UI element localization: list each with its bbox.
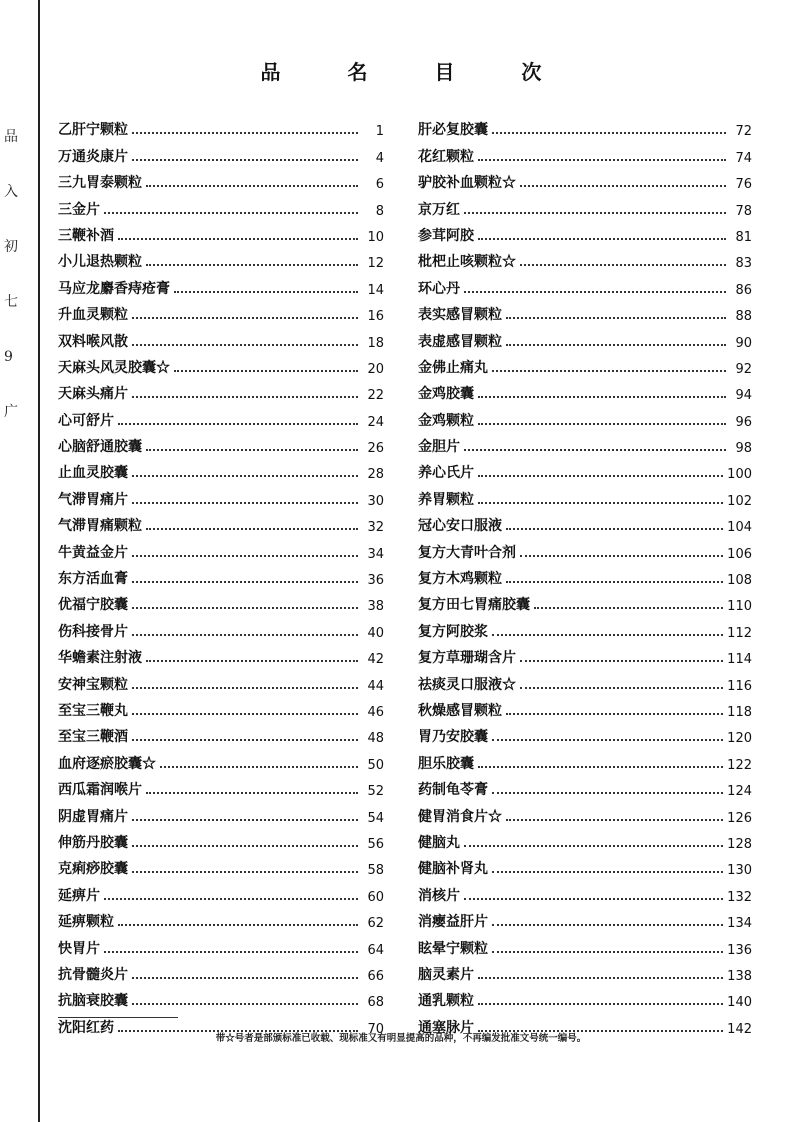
toc-leader-dots [132,132,358,134]
toc-entry-page: 62 [367,916,384,932]
toc-leader-dots [478,977,723,979]
toc-entry-page: 106 [727,546,752,562]
toc-entry-name: 克痢痧胶囊 [58,861,128,878]
toc-entry [58,852,384,878]
toc-leader-dots [174,370,358,372]
toc-entry [58,113,384,139]
toc-leader-dots [132,739,358,741]
toc-entry [418,430,752,456]
toc-entry [418,641,752,667]
toc-entry [418,113,752,139]
toc-entry-page: 8 [375,203,384,219]
toc-entry-page: 68 [367,995,384,1011]
toc-leader-dots [132,502,358,504]
toc-entry-name: 胆乐胶囊 [418,755,474,772]
toc-entry-name: 复方木鸡颗粒 [418,571,502,588]
toc-entry-name: 阴虚胃痛片 [58,808,128,825]
footnote: 带☆号者是部颁标准已收载、现标准又有明显提高的品种，不再编发批准文号统一编号。 [215,1033,587,1044]
toc-entry-name: 京万红 [418,201,460,218]
toc-entry-page: 130 [727,863,752,879]
toc-entry [418,720,752,746]
toc-entry-name: 万通炎康片 [58,148,128,165]
toc-entry-name: 健脑丸 [418,834,460,851]
toc-entry [418,139,752,165]
toc-entry-page: 88 [735,309,752,325]
toc-leader-dots [118,423,358,425]
toc-entry [418,351,752,377]
toc-entry-page: 132 [727,889,752,905]
toc-entry-name: 金鸡颗粒 [418,412,474,429]
toc-entry-page: 20 [367,361,384,377]
toc-leader-dots [520,555,723,557]
toc-entry-page: 50 [367,757,384,773]
toc-entry-page: 24 [367,414,384,430]
toc-entry [58,166,384,192]
toc-leader-dots [132,1003,358,1005]
toc-entry-name: 通乳颗粒 [418,993,474,1010]
toc-entry-name: 抗骨髓炎片 [58,966,128,983]
toc-entry [58,878,384,904]
toc-leader-dots [146,528,358,530]
toc-leader-dots [464,845,723,847]
toc-entry-page: 90 [735,335,752,351]
toc-leader-dots [160,766,358,768]
toc-entry-page: 30 [367,493,384,509]
toc-entry-name: 沈阳红药 [58,1019,114,1036]
toc-entry-page: 98 [735,441,752,457]
toc-entry-name: 枇杷止咳颗粒☆ [418,254,516,271]
toc-entry [58,139,384,165]
toc-entry [418,773,752,799]
toc-leader-dots [132,871,358,873]
toc-leader-dots [492,132,726,134]
toc-leader-dots [132,159,358,161]
toc-entry [418,192,752,218]
toc-entry-name: 养胃颗粒 [418,491,474,508]
toc-entry-page: 54 [367,810,384,826]
toc-entry-page: 96 [735,414,752,430]
toc-entry-page: 42 [367,652,384,668]
toc-leader-dots [520,687,723,689]
toc-entry-name: 西瓜霜润喉片 [58,782,142,799]
toc-entry-name: 金佛止痛丸 [418,359,488,376]
toc-entry-name: 环心丹 [418,280,460,297]
toc-entry [418,166,752,192]
toc-entry [418,667,752,693]
toc-entry-name: 安神宝颗粒 [58,676,128,693]
toc-entry-name: 药制龟苓膏 [418,782,488,799]
toc-entry [58,799,384,825]
toc-entry-name: 通塞脉片 [418,1019,474,1036]
toc-entry-page: 110 [727,599,752,615]
margin-char: 七 [4,294,18,310]
toc-entry [418,456,752,482]
toc-leader-dots [132,581,358,583]
toc-entry [58,351,384,377]
toc-entry-name: 伤科接骨片 [58,623,128,640]
toc-entry [58,377,384,403]
toc-entry-page: 128 [727,836,752,852]
toc-entry [58,192,384,218]
toc-leader-dots [118,924,358,926]
toc-leader-dots [174,291,358,293]
toc-leader-dots [132,317,358,319]
page-binding-edge [38,0,40,1122]
toc-entry-name: 眩晕宁颗粒 [418,940,488,957]
toc-entry-page: 32 [367,520,384,536]
toc-leader-dots [478,475,723,477]
toc-entry [58,403,384,429]
toc-entry-page: 108 [727,573,752,589]
toc-leader-dots [132,687,358,689]
toc-entry [418,931,752,957]
toc-entry [418,799,752,825]
toc-entry [418,905,752,931]
toc-entry-page: 92 [735,361,752,377]
toc-entry-page: 120 [727,731,752,747]
toc-leader-dots [464,898,723,900]
toc-entry [418,271,752,297]
toc-entry [58,482,384,508]
toc-leader-dots [146,792,358,794]
toc-entry-name: 至宝三鞭酒 [58,729,128,746]
toc-entry-name: 复方阿胶浆 [418,623,488,640]
toc-left-column [58,113,384,1037]
toc-entry-page: 102 [727,493,752,509]
toc-leader-dots [104,212,358,214]
toc-entry-name: 健脑补肾丸 [418,861,488,878]
toc-entry-page: 40 [367,625,384,641]
page-title: 品 名 目 次 [260,60,572,84]
toc-entry-name: 延痹片 [58,887,100,904]
toc-entry-name: 止血灵胶囊 [58,465,128,482]
toc-entry-page: 4 [375,150,384,166]
toc-leader-dots [506,819,723,821]
toc-leader-dots [534,607,723,609]
toc-entry [418,509,752,535]
toc-entry-page: 78 [735,203,752,219]
toc-entry [418,852,752,878]
toc-leader-dots [506,581,723,583]
toc-entry-page: 10 [367,229,384,245]
toc-entry-page: 6 [375,177,384,193]
toc-entry-name: 三九胃泰颗粒 [58,175,142,192]
toc-entry-name: 升血灵颗粒 [58,307,128,324]
toc-leader-dots [132,555,358,557]
toc-entry [58,931,384,957]
margin-char: 品 [4,129,18,145]
toc-entry-page: 74 [735,150,752,166]
toc-entry [418,535,752,561]
toc-entry-page: 142 [727,1021,752,1037]
toc-entry [58,588,384,614]
toc-entry [418,219,752,245]
margin-char: 初 [4,239,18,255]
toc-entry-page: 114 [727,652,752,668]
toc-entry-page: 94 [735,388,752,404]
toc-leader-dots [132,845,358,847]
toc-entry-page: 46 [367,704,384,720]
toc-leader-dots [464,449,726,451]
toc-leader-dots [132,344,358,346]
toc-entry-page: 140 [727,995,752,1011]
toc-leader-dots [520,264,726,266]
toc-entry [418,614,752,640]
toc-leader-dots [118,238,358,240]
toc-entry-name: 延痹颗粒 [58,914,114,931]
toc-entry [58,720,384,746]
toc-leader-dots [492,792,723,794]
toc-leader-dots [132,819,358,821]
toc-entry-name: 华蟾素注射液 [58,650,142,667]
toc-leader-dots [478,423,726,425]
toc-entry [58,219,384,245]
toc-right-column [418,113,752,1037]
toc-entry [58,694,384,720]
toc-entry-page: 14 [367,282,384,298]
toc-entry-page: 86 [735,282,752,298]
toc-entry [418,984,752,1010]
toc-entry-name: 至宝三鞭丸 [58,702,128,719]
toc-entry [418,958,752,984]
toc-entry-name: 快胃片 [58,940,100,957]
toc-entry [418,826,752,852]
toc-entry-page: 118 [727,704,752,720]
toc-entry-page: 38 [367,599,384,615]
toc-entry-page: 56 [367,836,384,852]
toc-leader-dots [132,475,358,477]
toc-entry [58,430,384,456]
toc-entry [418,482,752,508]
toc-entry [418,298,752,324]
toc-entry-name: 表实感冒颗粒 [418,307,502,324]
toc-entry [58,456,384,482]
toc-entry-page: 116 [727,678,752,694]
toc-leader-dots [492,634,723,636]
toc-entry-name: 肝必复胶囊 [418,122,488,139]
toc-entry-name: 气滞胃痛片 [58,491,128,508]
toc-entry [58,826,384,852]
toc-leader-dots [464,212,726,214]
toc-entry-name: 双料喉风散 [58,333,128,350]
toc-entry-name: 金鸡胶囊 [418,386,474,403]
toc-entry-name: 金胆片 [418,439,460,456]
toc-entry-name: 花红颗粒 [418,148,474,165]
toc-entry-page: 58 [367,863,384,879]
toc-entry [58,245,384,271]
toc-entry-page: 12 [367,256,384,272]
toc-leader-dots [132,977,358,979]
toc-entry [418,694,752,720]
toc-entry-name: 伸筋丹胶囊 [58,834,128,851]
toc-leader-dots [506,713,723,715]
toc-entry-name: 养心氏片 [418,465,474,482]
toc-entry-page: 72 [735,124,752,140]
toc-entry-name: 秋燥感冒颗粒 [418,702,502,719]
toc-entry-page: 28 [367,467,384,483]
footnote-rule [58,1017,178,1018]
toc-entry-name: 消核片 [418,887,460,904]
toc-entry-page: 126 [727,810,752,826]
toc-entry-page: 44 [367,678,384,694]
toc-entry-name: 脑灵素片 [418,966,474,983]
toc-entry [418,562,752,588]
toc-entry-name: 祛痰灵口服液☆ [418,676,516,693]
toc-entry [58,773,384,799]
toc-leader-dots [132,396,358,398]
toc-entry [418,746,752,772]
toc-entry-page: 22 [367,388,384,404]
toc-leader-dots [104,951,358,953]
toc-entry-page: 81 [735,229,752,245]
toc-entry [418,588,752,614]
toc-leader-dots [478,396,726,398]
toc-entry [418,324,752,350]
toc-entry [58,324,384,350]
toc-entry-name: 小儿退热颗粒 [58,254,142,271]
toc-entry-name: 心脑舒通胶囊 [58,439,142,456]
toc-entry [58,535,384,561]
toc-leader-dots [478,766,723,768]
toc-leader-dots [146,660,358,662]
toc-entry-name: 三金片 [58,201,100,218]
toc-leader-dots [146,264,358,266]
toc-entry-name: 血府逐瘀胶囊☆ [58,755,156,772]
toc-entry-page: 26 [367,441,384,457]
toc-leader-dots [146,185,358,187]
toc-entry [58,641,384,667]
toc-entry [58,958,384,984]
toc-entry-name: 心可舒片 [58,412,114,429]
toc-leader-dots [478,238,726,240]
toc-entry-name: 天麻头痛片 [58,386,128,403]
toc-leader-dots [132,634,358,636]
toc-entry-page: 100 [727,467,752,483]
toc-leader-dots [478,159,726,161]
toc-entry-page: 136 [727,942,752,958]
toc-entry-name: 复方大青叶合剂 [418,544,516,561]
toc-entry [418,878,752,904]
toc-entry-page: 16 [367,309,384,325]
toc-leader-dots [132,713,358,715]
toc-entry [418,403,752,429]
toc-leader-dots [104,898,358,900]
toc-leader-dots [506,528,723,530]
toc-entry-name: 复方草珊瑚含片 [418,650,516,667]
margin-char: 入 [4,184,18,200]
toc-entry-name: 乙肝宁颗粒 [58,122,128,139]
toc-entry-page: 48 [367,731,384,747]
toc-entry-page: 18 [367,335,384,351]
toc-entry [58,905,384,931]
toc-entry [58,298,384,324]
toc-entry-page: 124 [727,784,752,800]
margin-char: 9 [4,349,13,365]
toc-entry [58,614,384,640]
toc-entry [58,746,384,772]
toc-entry-name: 复方田七胃痛胶囊 [418,597,530,614]
toc-entry [58,271,384,297]
toc-leader-dots [492,871,723,873]
toc-entry-page: 66 [367,968,384,984]
toc-entry-page: 122 [727,757,752,773]
toc-entry-page: 34 [367,546,384,562]
toc-entry-page: 60 [367,889,384,905]
margin-char: 广 [4,404,18,420]
toc-leader-dots [478,502,723,504]
toc-entry [58,509,384,535]
toc-entry-page: 70 [367,1021,384,1037]
toc-entry-name: 优福宁胶囊 [58,597,128,614]
toc-entry-page: 138 [727,968,752,984]
toc-entry-name: 马应龙麝香痔疮膏 [58,280,170,297]
toc-entry-page: 36 [367,573,384,589]
toc-leader-dots [492,924,723,926]
margin-fragment-text [4,125,28,455]
toc-leader-dots [146,449,358,451]
toc-entry-name: 参茸阿胶 [418,227,474,244]
toc-entry-name: 东方活血膏 [58,571,128,588]
toc-entry-page: 83 [735,256,752,272]
toc-entry-page: 52 [367,784,384,800]
toc-entry-page: 1 [375,124,384,140]
toc-leader-dots [520,185,726,187]
toc-leader-dots [464,291,726,293]
toc-leader-dots [506,317,726,319]
toc-leader-dots [492,739,723,741]
toc-leader-dots [520,660,723,662]
toc-entry-name: 天麻头风灵胶囊☆ [58,359,170,376]
toc-entry-name: 牛黄益金片 [58,544,128,561]
toc-entry-name: 冠心安口服液 [418,518,502,535]
toc-leader-dots [478,1003,723,1005]
toc-leader-dots [492,370,726,372]
toc-entry-name: 抗脑衰胶囊 [58,993,128,1010]
toc-entry-name: 气滞胃痛颗粒 [58,518,142,535]
toc-entry-page: 112 [727,625,752,641]
toc-entry [418,377,752,403]
toc-entry-name: 驴胶补血颗粒☆ [418,175,516,192]
toc-entry [58,667,384,693]
toc-leader-dots [132,607,358,609]
toc-entry [418,245,752,271]
toc-entry-name: 表虚感冒颗粒 [418,333,502,350]
toc-entry-page: 76 [735,177,752,193]
toc-entry-name: 胃乃安胶囊 [418,729,488,746]
toc-entry [58,562,384,588]
toc-entry-page: 104 [727,520,752,536]
toc-entry-name: 健胃消食片☆ [418,808,502,825]
toc-entry [58,984,384,1010]
toc-entry-name: 三鞭补酒 [58,227,114,244]
toc-entry-name: 消瘿益肝片 [418,914,488,931]
toc-entry-page: 64 [367,942,384,958]
toc-leader-dots [492,951,723,953]
toc-leader-dots [506,344,726,346]
toc-entry-page: 134 [727,916,752,932]
